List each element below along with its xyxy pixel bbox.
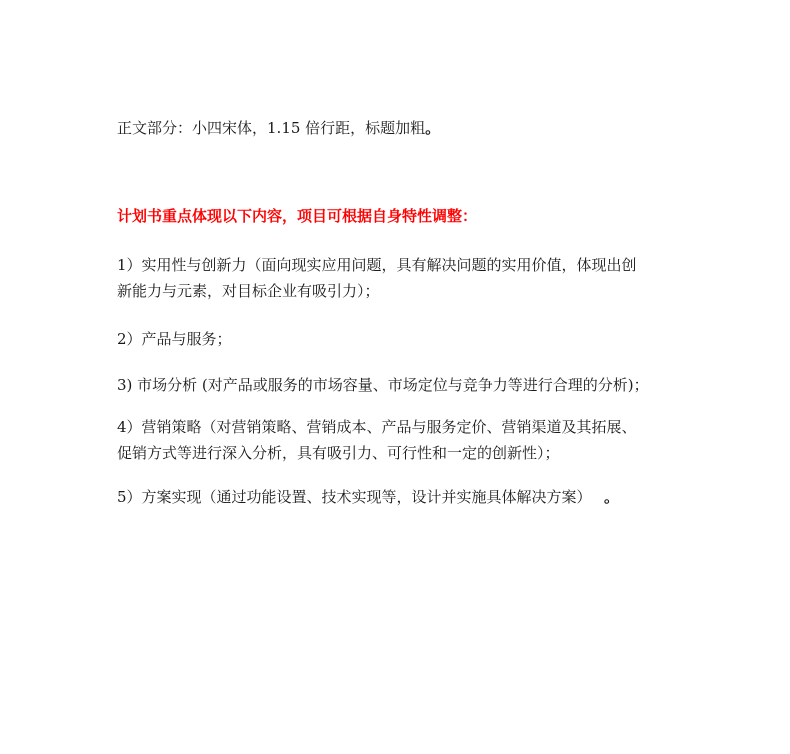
list-item-line (117, 484, 692, 510)
list-item-line: 促销方式等进行深入分析，具有吸引力、可行性和一定的创新性）； (117, 444, 560, 462)
list-item (117, 252, 692, 304)
list-item-end-mark: 。 (604, 488, 620, 506)
intro-text: 正文部分：小四宋体，1.15 倍行距，标题加粗 (117, 119, 426, 137)
section-heading: 计划书重点体现以下内容，项目可根据自身特性调整： (117, 207, 478, 225)
list-item-text: 5）方案实现（通过功能设置、技术实现等，设计并实施具体解决方案） (117, 488, 585, 506)
list-item (117, 414, 692, 466)
intro-end-mark: 。 (425, 119, 441, 137)
list-item-line: 3) 市场分析 (对产品或服务的市场容量、市场定位与竞争力等进行合理的分析)； (117, 376, 649, 394)
intro-paragraph (117, 118, 440, 138)
list-item (117, 326, 692, 352)
list-item-line: 4）营销策略（对营销策略、营销成本、产品与服务定价、营销渠道及其拓展、 (117, 418, 637, 436)
list-item-line: 1）实用性与创新力（面向现实应用问题，具有解决问题的实用价值，体现出创 (117, 256, 637, 274)
list-item (117, 484, 692, 510)
list-item-line: 2）产品与服务； (117, 330, 232, 348)
list-item (117, 372, 692, 398)
list-item-line: 新能力与元素，对目标企业有吸引力）； (117, 282, 380, 300)
